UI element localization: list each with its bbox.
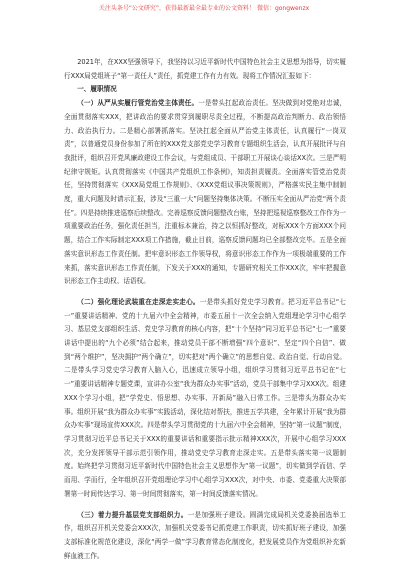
paragraph-title: （一）从严从实履行管党治党主体责任。 — [77, 99, 199, 108]
paragraph-title: （三）着力提升基层党支部组织力。 — [77, 510, 188, 519]
paragraph-responsibility — [64, 97, 346, 289]
promo-banner: 关注头条号“公文研究”，获得最新最全最专业的公文资料！ 微信：gongwenzx — [98, 5, 310, 12]
paragraph-text: 一是带头扛起政治责任。坚决做到对党绝对忠诚，全面贯彻落实XXX，把讲政治的要求贯穿到履职尽责全过程，不断提高政治判断力、政治领悟力、政治执行力。二是精心部署抓落实。坚决扛起全面从严治党主体责任，认真履行“一岗双责”，以普通党员身份参加了所在的XXX党支部党史学习教育专题组织生活会，认真开展批评与自我批评，组织召开党风廉政建设工作会议，与党组成员、干部职工开展谈心谈话XX次。三是严明纪律守规矩。认真贯彻落实《中国共产党组织工作条例》，知责担责履责。全面落实管党治党责任，坚持贯彻落实《XXX局党组工作规则》、《XXX党组议事决策规则》，严格落实民主集中制制度，重大问题及时请示汇报，涉及“三重一大”问题坚持集体决策。不断压实全面从严治党“两个责任”。四是持续推进巡察后续整改。完善巡察反馈问题整改台账，坚持把巡视巡察整改工作作为一项重要政治任务，强化责任担当，注重标本兼治，持之以恒抓好整改，对标XXX个方面XXX个问题，结合工作实际制定XXX项工作措施，截止目前，巡察反馈问题均已全部整改完毕。五是全面落实意识形态工作责任制。把牢意识形态工作领导权，将意识形态工作作为一项极端重要的工作来抓，落实意识形态工作责任制，下发关于XXX的通知，专题研究相关工作XXX次，牢牢把握意识形态工作主动权、话语权。 — [64, 99, 347, 286]
section-heading: 一、履职情况 — [77, 85, 117, 94]
paragraph-text: 一是加强班子建设。圆满完成局机关党委换届选举工作，组织召开机关党委会XXX次，加强机关党委书记抓党建工作职责，切实抓好班子建设，加强支部标准化规范化建设，深化“两学一做”学习教育常态化制度化，把发展党员作为党组织补充新鲜血液工作。 — [64, 510, 347, 560]
paragraph-title: （二）强化理论武装重在走深走实走心。 — [77, 297, 200, 306]
paragraph-branch — [64, 509, 346, 564]
paragraph-theory — [64, 296, 346, 502]
paragraph-text: 一是带头抓好党史学习教育。把习近平总书记“七一”重要讲话精神、党的十九届六中全会精神，市委五届十一次全会纳入党组理论学习中心组学习、基层党支部组织生活、党史学习教育的核心内容，把“十个坚持”同习近平总书记“七一”重要讲话中提出的“九个必须”结合起来，推动党员干部不断增强“四个意识”、坚定“四个自信”、做到“两个维护”，坚决拥护“两个确立”，切实把对“两个确立”的思想自觉、政治自觉、行动自觉。二是带头学习党史学习教育入脑入心，迅速成立领导小组，组织学习贯彻习近平总书记在“七一”重要讲话精神专题党课，宣讲办公室“我为群众办实事”活动，党员干部集中学习XXX次。组建XXX个学习小组，把“学党史、悟思想、办实事、开新局”融入日常工作。三是带头为群众办实事。组织开展“我为群众办实事”实践活动，深化结对帮扶，推进五学共建，全年累计开展“我为群众办实事”现场宣传XXX次。四是带头学习贯彻党的十九届六中全会精神，坚持“第一议题”制度，学习贯彻习近平总书记关于XXX的重要讲话和重要指示批示精神XXX次，开展中心组学习XXX次，充分发挥领导干部示范引领作用，推动党史学习教育走深走实。五是带头落实第一议题制度。始终把学习贯彻习近平新时代中国特色社会主义思想作为“第一议题”，切实做到学而信、学而用、学而行，全年组织召开党组理论学习中心组学习XXX次，对中央、市委、党委重大决策部署第一时间传达学习、第一时间贯彻落实，第一时间反馈落实情况。 — [64, 297, 347, 498]
document-body — [64, 56, 346, 563]
intro-paragraph: 2021年，在XXX坚强领导下，我坚持以习近平新时代中国特色社会主义思想为指导，切实履行XXX局党组班子“第一责任人”责任，抓党建工作有力有效。现将工作情况汇报如下： — [64, 58, 346, 80]
